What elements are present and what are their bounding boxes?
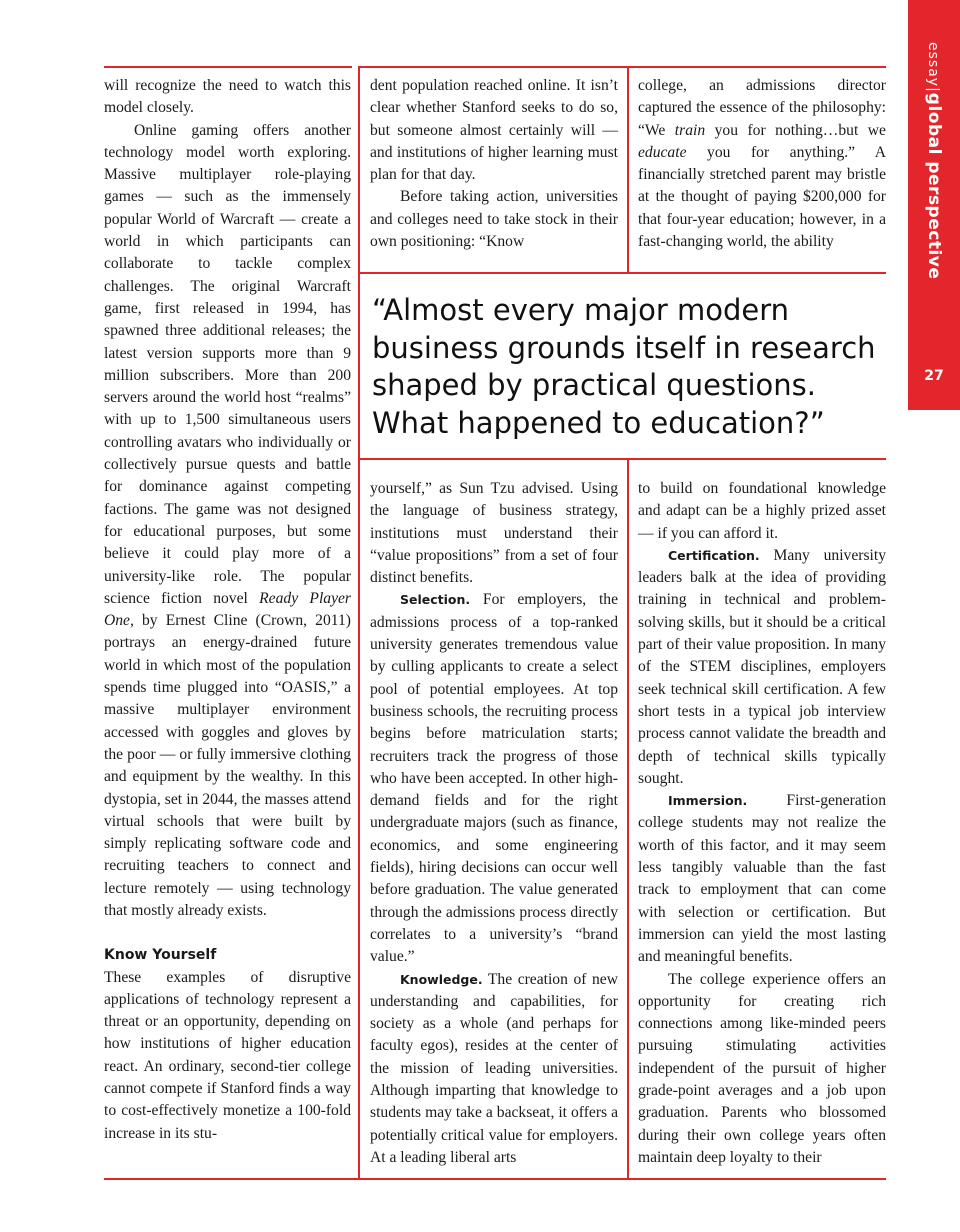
vertical-rule-mid-bottom [627, 458, 629, 1180]
text: First-generation college students may not realize the worth of this factor, and it may seem less tangibly valuable than the fast track to employment that can come with selection or certification. But immersion can yield the most lasting and meaningful benefits. [638, 792, 886, 966]
section-label [924, 42, 944, 279]
bottom-rule [104, 1178, 886, 1180]
section-heading: Know Yourself [104, 947, 217, 964]
run-in-heading: Certification. [668, 547, 760, 563]
column-2-bottom [370, 478, 618, 1169]
paragraph: yourself,” as Sun Tzu advised. Using the language of business strategy, institutions must understand their “value propositions” from a set of four distinct benefits. [370, 480, 618, 587]
emphasis: educate [638, 143, 687, 161]
pull-quote: “Almost every major modern business grounds itself in research shaped by practical questions. What happened to education?” [372, 293, 876, 440]
paragraph-selection [370, 589, 618, 968]
text: The creation of new understanding and capabilities, for society as a whole (and perhaps for faculty egos), resides at the center of the mission of leading universities. Although imparting that knowledge to students may take a backseat, it offers a potentially critical value for employers. At a leading liberal arts [370, 970, 618, 1166]
paragraph-gaming [104, 120, 351, 923]
text: For employers, the admissions process of a top-ranked university generates tremendous value by culling applicants to create a select pool of potential employees. At top business schools, the recruiting process begins before matriculation starts; recruiters track the progress of those who have been accepted. In other high-demand fields and for the right undergraduate majors (such as finance, economics, and some engineering fields), hiring decisions can occur well before graduation. The value generated through the admissions process directly correlates to a university’s “brand value.” [370, 591, 618, 966]
page-number: 27 [924, 368, 944, 384]
emphasis: train [674, 121, 706, 139]
quote-bottom-rule [360, 458, 886, 460]
paragraph: to build on foundational knowledge and adapt can be a highly prized asset — if you can afford it. [638, 480, 886, 542]
paragraph: These examples of disruptive applications of technology represent a threat or an opportunity, depending on how institutions of higher education react. An ordinary, second-tier college cannot compete if Stanford finds a way to cost-effectively monetize a 100-fold increase in its stu- [104, 968, 351, 1142]
run-in-heading: Selection. [400, 592, 471, 608]
column-3-top [638, 75, 886, 253]
section-separator: | [925, 87, 941, 93]
paragraph: dent population reached online. It isn’t clear whether Stanford seeks to do so, but someone almost certainly will — and institutions of higher learning must plan for that day. [370, 77, 618, 184]
paragraph-knowledge [370, 969, 618, 1170]
text: Many university leaders balk at the idea of providing training in technical and problem-solving skills, but it should be a critical part of their value proposition. In many of the STEM disciplines, employers seek technical skill certification. A few short tests in a typical job interview process cannot validate the breadth and depth of technical skills typically sought. [638, 546, 886, 787]
column-3-bottom [638, 478, 886, 1169]
section-topic: global perspective [924, 92, 944, 280]
paragraph-certification [638, 545, 886, 790]
paragraph: The college experience offers an opportunity for creating rich connections among like-minded peers pursuing stimulating activities independent of the pursuit of higher grade-point averages and a job upon graduation. Parents who blossomed during their own college years often maintain deep loyalty to their [638, 970, 886, 1166]
text: college, an admissions director captured the essence of the philosophy: “We [638, 77, 886, 139]
top-rule-col1 [104, 66, 352, 68]
vertical-rule-mid-top [627, 66, 629, 272]
run-in-heading: Knowledge. [400, 971, 483, 987]
vertical-rule-left [358, 66, 360, 1180]
column-1 [104, 75, 351, 1145]
paragraph-immersion [638, 790, 886, 968]
paragraph: will recognize the need to watch this model closely. [104, 77, 351, 117]
run-in-heading: Immersion. [668, 793, 748, 809]
paragraph: Before taking action, universities and colleges need to take stock in their own positioning: “Know [370, 188, 618, 251]
top-rule-col23 [360, 66, 886, 68]
text: you for nothing…but we [705, 121, 886, 139]
column-2-top [370, 75, 618, 253]
book-title: Ready Player One, [104, 589, 351, 630]
section-name: essay [925, 42, 941, 88]
paragraph [638, 75, 886, 253]
text: by Ernest Cline (Crown, 2011) portrays an energy-drained future world in which most of the population spends time plugged into “OASIS,” a massive multiplayer environment accessed with goggles and gloves by the poor — or fully immersive clothing and equipment by the wealthy. In this dystopia, set in 2044, the masses attend virtual schools that were built by simply replicating software code and recruiting teachers to connect and lecture remotely — using technology that mostly already exists. [104, 612, 351, 919]
text: Online gaming offers another technology model worth exploring. Massive multiplayer role-playing games — such as the immensely popular World of Warcraft — create a world in which participants can collaborate to tackle complex challenges. The original Warcraft game, first released in 1994, has spawned three additional releases; the latest version supports more than 9 million subscribers. More than 200 servers around the world host “realms” with up to 1,500 simultaneous users controlling avatars who individually or collectively pursue quests and battle for dominance against competing factions. The game was not designed for educational purposes, but some believe it could play more of a university-like role. The popular science fiction novel [104, 121, 351, 607]
quote-top-rule [360, 272, 886, 274]
text: you for anything.” A financially stretched parent may bristle at the thought of paying $200,000 for that four-year education; however, in a fast-changing world, the ability [638, 143, 886, 251]
